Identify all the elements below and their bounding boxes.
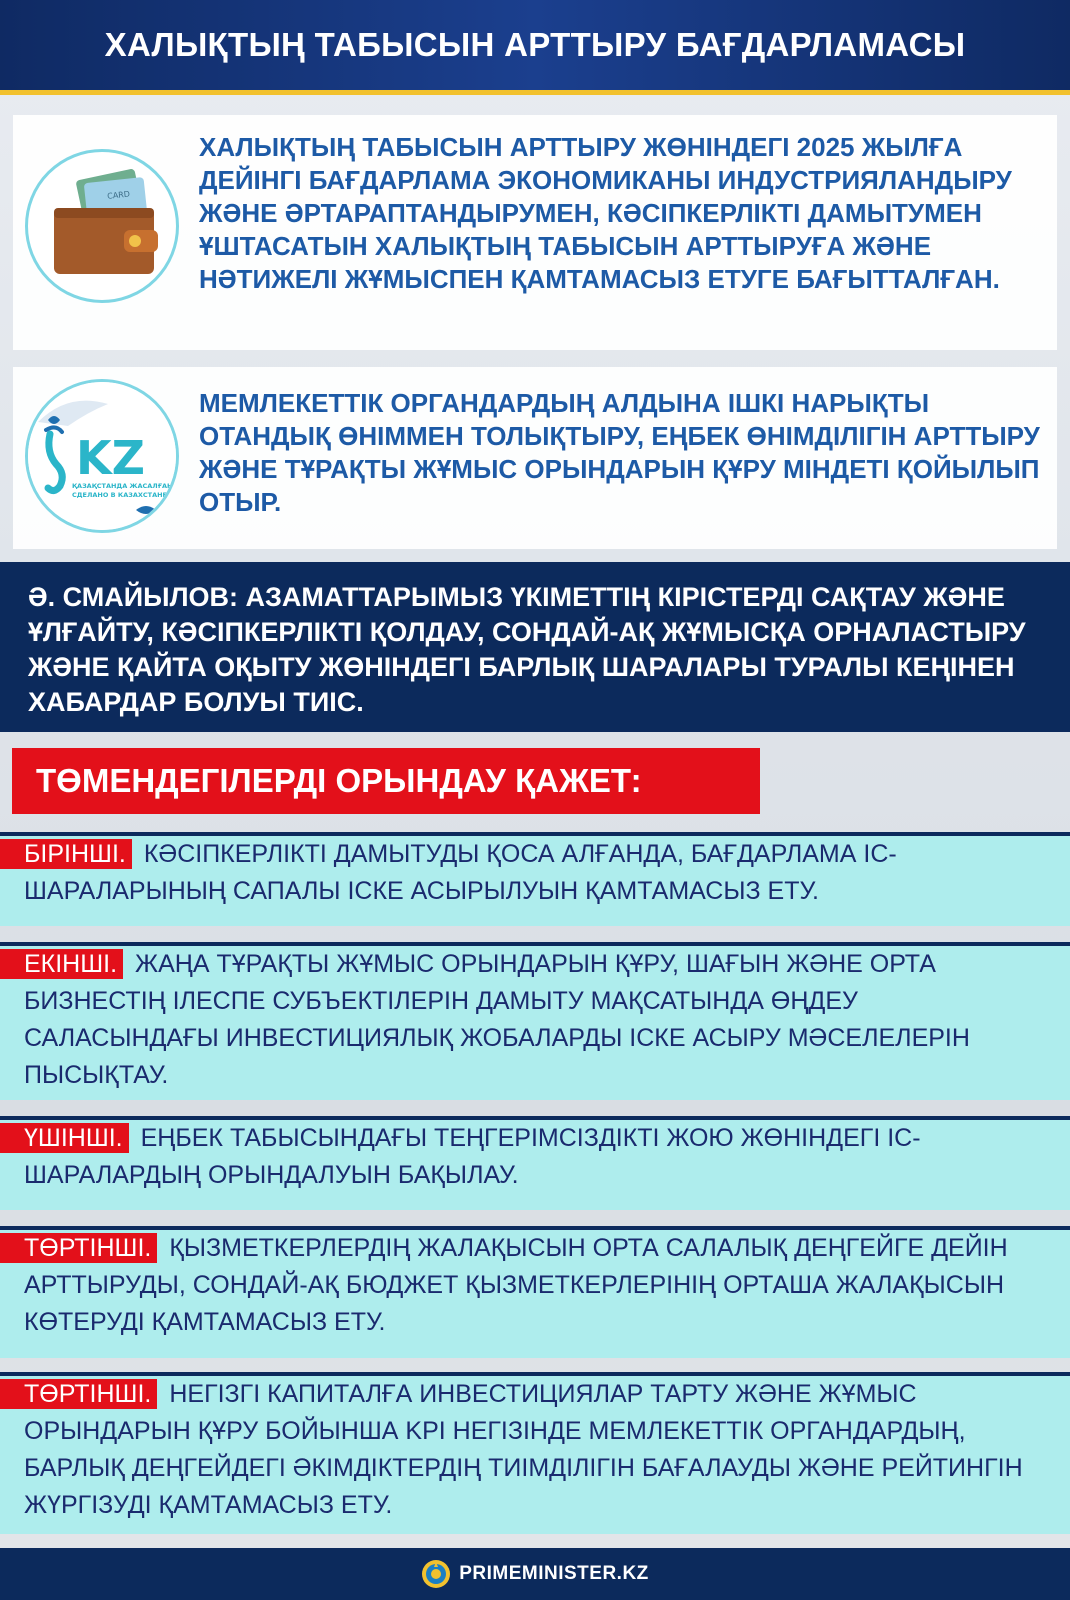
page-header — [0, 0, 1070, 90]
task-divider — [0, 1116, 1070, 1120]
kz-made-in-kazakhstan-logo — [25, 379, 179, 533]
footer-site-link[interactable]: PRIMEMINISTER.KZ — [459, 1563, 649, 1584]
quote-block: Ә. СМАЙЫЛОВ: АЗАМАТТАРЫМЫЗ ҮКІМЕТТІҢ КІРІСТЕРДІ САҚТАУ ЖӘНЕ ҰЛҒАЙТУ, КӘСІПКЕРЛІКТІ ҚОЛДАУ, СОНДАЙ-АҚ ЖҰМЫСҚА ОРНАЛАСТЫРУ ЖӘНЕ ҚАЙТА ОҚЫТУ ЖӨНІНДЕГІ БАРЛЫҚ ШАРАЛАРЫ ТУРАЛЫ КЕҢІНЕН ХАБАРДАР БОЛУЫ ТИІС. — [0, 562, 1070, 732]
info-card-program — [13, 115, 1057, 350]
logo-sub-ru: СДЕЛАНО В КАЗАХСТАНЕ — [72, 491, 167, 499]
page-title: ХАЛЫҚТЫҢ ТАБЫСЫН АРТТЫРУ БАҒДАРЛАМАСЫ — [104, 26, 966, 63]
task-divider — [0, 1372, 1070, 1376]
task-item — [0, 1372, 1070, 1534]
task-label: ТӨРТІНШІ. — [0, 1379, 157, 1409]
task-text: НЕГІЗГІ КАПИТАЛҒА ИНВЕСТИЦИЯЛАР ТАРТУ ЖӘНЕ ЖҰМЫС ОРЫНДАРЫН ҚҰРУ БОЙЫНША KPI НЕГІЗІНДЕ МЕМЛЕКЕТТІК ОРГАНДАРДЫҢ, БАРЛЫҚ ДЕҢГЕЙДЕГІ ӘКІМДІКТЕРДІҢ ТИІМДІЛІГІН БАҒАЛАУДЫ ЖӘНЕ РЕЙТИНГІН ЖҮРГІЗУДІ ҚАМТАМАСЫЗ ЕТУ. — [24, 1380, 1023, 1519]
task-item — [0, 942, 1070, 1100]
card-text: ХАЛЫҚТЫҢ ТАБЫСЫН АРТТЫРУ ЖӨНІНДЕГІ 2025 ЖЫЛҒА ДЕЙІНГІ БАҒДАРЛАМА ЭКОНОМИКАНЫ ИНДУСТРИЯЛАНДЫРУ ЖӘНЕ ӘРТАРАПТАНДЫРУМЕН, КӘСІПКЕРЛІКТІ ДАМЫТУМЕН ҰШТАСАТЫН ХАЛЫҚТЫҢ ТАБЫСЫН АРТТЫРУҒА ЖӘНЕ НӘТИЖЕЛІ ЖҰМЫСПЕН ҚАМТАМАСЫЗ ЕТУГЕ БАҒЫТТАЛҒАН. — [199, 132, 1012, 294]
kazakhstan-emblem-icon — [421, 1559, 451, 1589]
header-divider — [0, 90, 1070, 95]
info-card-tasks — [13, 367, 1057, 549]
task-item — [0, 1226, 1070, 1358]
task-text: ЖАҢА ТҰРАҚТЫ ЖҰМЫС ОРЫНДАРЫН ҚҰРУ, ШАҒЫН ЖӘНЕ ОРТА БИЗНЕСТІҢ ІЛЕСПЕ СУБЪЕКТІЛЕРІН ДАМЫТУ МАҚСАТЫНДА ӨҢДЕУ САЛАСЫНДАҒЫ ИНВЕСТИЦИЯЛЫҚ ЖОБАЛАРДЫ ІСКЕ АСЫРУ МӘСЕЛЕЛЕРІН ПЫСЫҚТАУ. — [24, 950, 970, 1089]
tasks-heading: ТӨМЕНДЕГІЛЕРДІ ОРЫНДАУ ҚАЖЕТ: — [12, 748, 760, 814]
task-label: ЕКІНШІ. — [0, 949, 123, 979]
task-item — [0, 832, 1070, 926]
task-label: ҮШІНШІ. — [0, 1123, 129, 1153]
task-text: ҚЫЗМЕТКЕРЛЕРДІҢ ЖАЛАҚЫСЫН ОРТА САЛАЛЫҚ ДЕҢГЕЙГЕ ДЕЙІН АРТТЫРУДЫ, СОНДАЙ-АҚ БЮДЖЕТ ҚЫЗМЕТКЕРЛЕРІНІҢ ОРТАША ЖАЛАҚЫСЫН КӨТЕРУДІ ҚАМТАМАСЫЗ ЕТУ. — [24, 1234, 1008, 1336]
task-divider — [0, 942, 1070, 946]
task-text: ЕҢБЕК ТАБЫСЫНДАҒЫ ТЕҢГЕРІМСІЗДІКТІ ЖОЮ ЖӨНІНДЕГІ ІС-ШАРАЛАРДЫҢ ОРЫНДАЛУЫН БАҚЫЛАУ. — [24, 1124, 921, 1189]
task-divider — [0, 1226, 1070, 1230]
wallet-card-text: CARD — [106, 189, 131, 201]
task-text: КӘСІПКЕРЛІКТІ ДАМЫТУДЫ ҚОСА АЛҒАНДА, БАҒДАРЛАМА ІС-ШАРАЛАРЫНЫҢ САПАЛЫ ІСКЕ АСЫРЫЛУЫН ҚАМТАМАСЫЗ ЕТУ. — [24, 840, 897, 905]
logo-kz: KZ — [76, 431, 145, 485]
logo-sub-kk: ҚАЗАҚСТАНДА ЖАСАЛҒАН — [72, 482, 173, 490]
task-item — [0, 1116, 1070, 1210]
page-footer — [0, 1548, 1070, 1600]
task-label: БІРІНШІ. — [0, 839, 132, 869]
task-label: ТӨРТІНШІ. — [0, 1233, 157, 1263]
task-divider — [0, 832, 1070, 836]
card-text: МЕМЛЕКЕТТІК ОРГАНДАРДЫҢ АЛДЫНА ІШКІ НАРЫҚТЫ ОТАНДЫҚ ӨНІММЕН ТОЛЫҚТЫРУ, ЕҢБЕК ӨНІМДІЛІГІН АРТТЫРУ ЖӘНЕ ТҰРАҚТЫ ЖҰМЫС ОРЫНДАРЫН ҚҰРУ МІНДЕТІ ҚОЙЫЛЫП ОТЫР. — [199, 388, 1040, 517]
wallet-icon — [25, 149, 179, 303]
